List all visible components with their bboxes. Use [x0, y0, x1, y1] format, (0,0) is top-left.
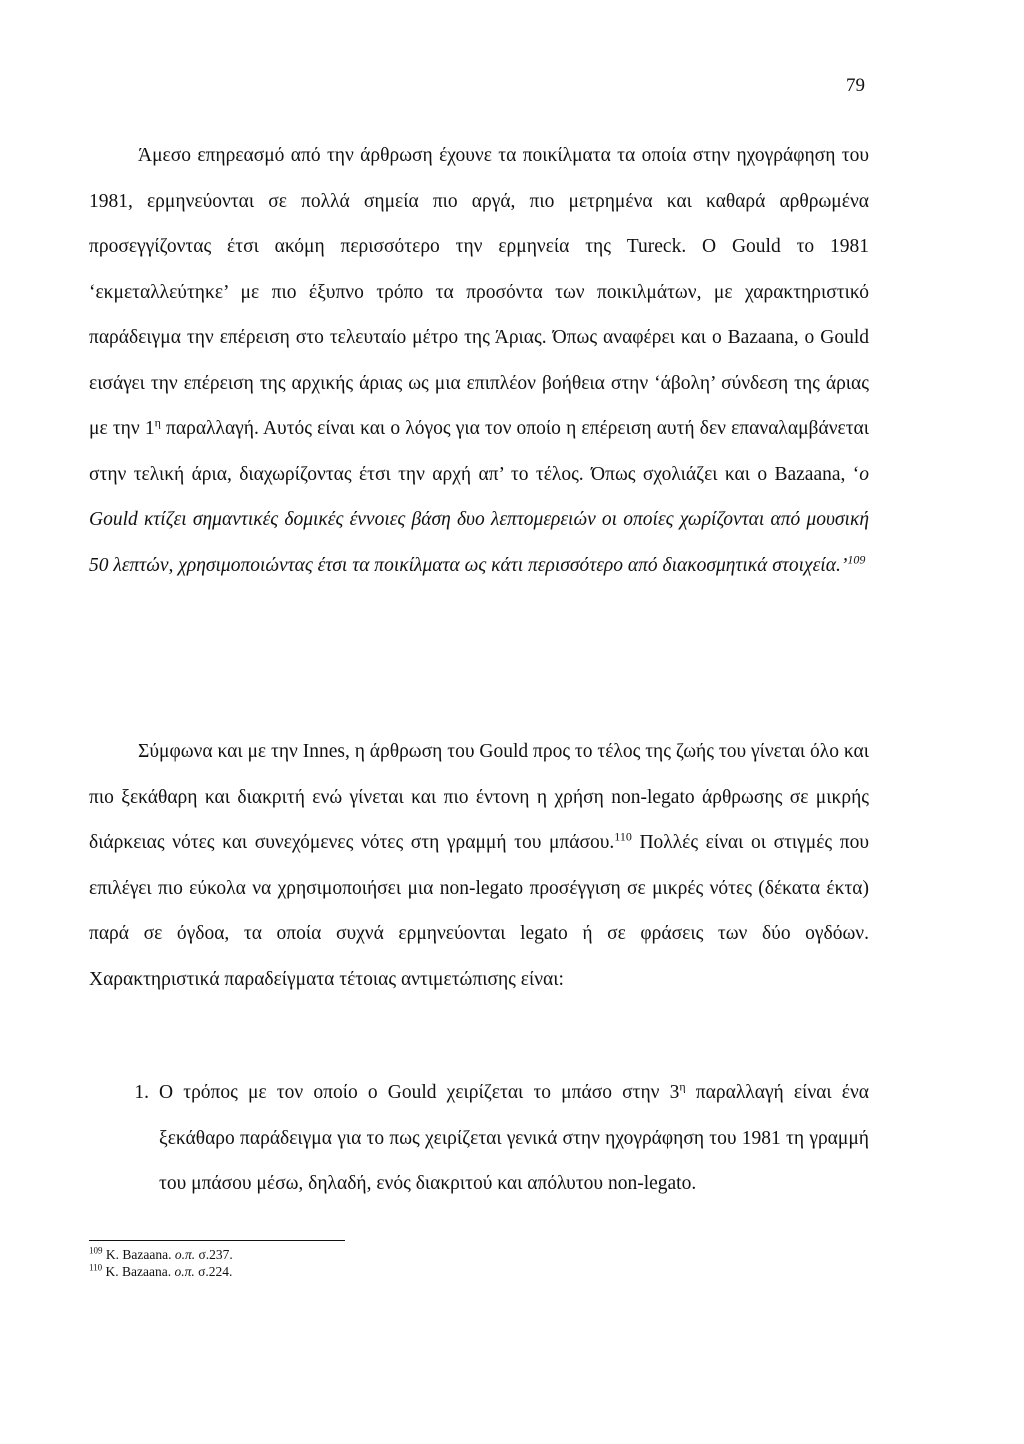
paragraph-2-text-b: Πολλές είναι οι στιγμές που επιλέγει πιο εύκολα να χρησιμοποιήσει μια non-legato προσέγγιση σε μικρές νότες (δέκατα έκτα) παρά σε όγδοα, τα οποία συχνά ερμηνεύονται legato ή σε φράσεις των δύο ογδόων. Χαρακτηριστικά παραδείγματα τέτοιας αντιμετώπισης είναι: — [89, 832, 869, 990]
list-item — [89, 1070, 869, 1207]
paragraph-1 — [89, 133, 869, 588]
footnote-number: 110 — [89, 1262, 103, 1273]
list-item-number: 1. — [134, 1082, 149, 1103]
list-item-text-b: παραλλαγή είναι ένα ξεκάθαρο παράδειγμα για το πως χειρίζεται γενικά στην ηχογράφηση του 1981 τη γραμμή του μπάσου μέσω, δηλαδή, ενός διακριτού και απόλυτου non-legato. — [159, 1082, 869, 1194]
list-item-text-a: Ο τρόπος με τον οποίο ο Gould χειρίζεται το μπάσο στην 3 — [159, 1082, 680, 1103]
footnote-ref-110[interactable]: 110 — [614, 829, 632, 844]
ordinal-superscript: η — [679, 1079, 686, 1094]
footnote-109 — [89, 1246, 589, 1263]
footnote-op-cit: ο.π. — [174, 1264, 195, 1279]
footnote-page: σ.237. — [195, 1247, 233, 1262]
footnote-ref-109[interactable]: 109 — [847, 552, 866, 566]
footnote-op-cit: ο.π. — [174, 1247, 196, 1262]
paragraph-2 — [89, 729, 869, 1002]
footnote-page: σ.224. — [194, 1264, 233, 1279]
footnote-author: K. Bazaana. — [105, 1247, 172, 1262]
footnotes — [89, 1246, 589, 1280]
list-item-text — [159, 1070, 869, 1207]
footnote-separator — [89, 1240, 345, 1241]
paragraph-1-text-a: Άμεσο επηρεασμό από την άρθρωση έχουνε τα ποικίλματα τα οποία στην ηχογράφηση του 1981, ερμηνεύονται σε πολλά σημεία πιο αργά, πιο μετρημένα και καθαρά αρθρωμένα προσεγγίζοντας έτσι ακόμη περισσότερο την ερμηνεία της Tureck. Ο Gould το 1981 ‘εκμεταλλεύτηκε’ με πιο έξυπνο τρόπο τα προσόντα των ποικιλμάτων, με χαρακτηριστικό παράδειγμα την επέρειση στο τελευταίο μέτρο της Άριας. Όπως αναφέρει και ο Bazaana, ο Gould εισάγει την επέρειση της αρχικής άριας ως μια επιπλέον βοήθεια στην ‘άβολη’ σύνδεση της άριας με την 1 — [89, 145, 869, 439]
footnote-110 — [89, 1263, 589, 1280]
footnote-author: K. Bazaana. — [105, 1264, 172, 1279]
numbered-list — [89, 1070, 869, 1207]
page-number: 79 — [846, 75, 865, 96]
paragraph-1-text-b: παραλλαγή. Αυτός είναι και ο λόγος για τον οποίο η επέρειση αυτή δεν επαναλαμβάνεται στην τελική άρια, διαχωρίζοντας έτσι την αρχή απ’ το τέλος. Όπως σχολιάζει και ο Bazaana, ‘ — [89, 418, 869, 485]
footnote-number: 109 — [89, 1245, 103, 1256]
paragraph-2-text-a: Σύμφωνα και με την Innes, η άρθρωση του Gould προς το τέλος της ζωής του γίνεται όλο και πιο ξεκάθαρη και διακριτή ενώ γίνεται και πιο έντονη η χρήση non-legato άρθρωσης σε μικρής διάρκειας νότες και συνεχόμενες νότες στη γραμμή του μπάσου. — [89, 741, 869, 853]
italic-quote: ο Gould κτίζει σημαντικές δομικές έννοιες βάση δυο λεπτομερειών οι οποίες χωρίζονται από μουσική 50 λεπτών, χρησιμοποιώντας έτσι τα ποικίλματα ως κάτι περισσότερο από διακοσμητικά στοιχεία.’ — [89, 463, 869, 576]
ordinal-superscript: η — [154, 415, 161, 430]
